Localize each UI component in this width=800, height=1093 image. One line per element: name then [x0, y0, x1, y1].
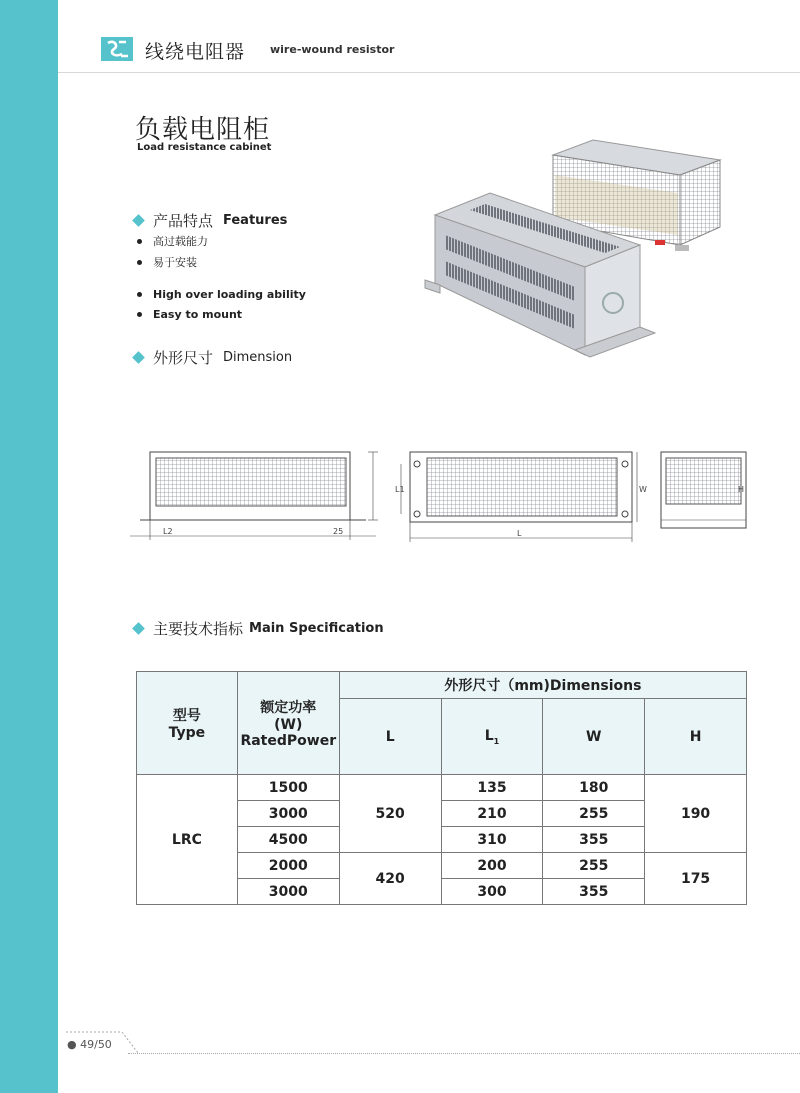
cell-h: 175: [645, 853, 747, 905]
cell-w: 255: [543, 801, 645, 827]
header-w: W: [543, 699, 645, 775]
bullet-dot-icon: [137, 292, 142, 297]
feature-item-cn-2: [137, 254, 197, 270]
dim-label-l: L: [517, 529, 522, 538]
cell-power: 3000: [237, 879, 339, 905]
header-type-en: Type: [168, 725, 206, 741]
dimension-drawing-end: [658, 448, 750, 548]
cell-power: 3000: [237, 801, 339, 827]
dim-label-l1: L1: [395, 485, 405, 494]
dimension-drawing-side: [395, 448, 645, 548]
bullet-dot-icon: [137, 239, 142, 244]
diamond-bullet-icon: [132, 214, 145, 227]
header-title-cn: 线绕电阻器: [145, 41, 246, 63]
cell-power: 4500: [237, 827, 339, 853]
cell-power: 1500: [237, 775, 339, 801]
dimension-drawing-front: [128, 448, 378, 548]
header-title-en: wire-wound resistor: [270, 43, 395, 56]
cell-l1: 210: [441, 801, 543, 827]
feature-text: High over loading ability: [153, 288, 306, 301]
cell-w: 180: [543, 775, 645, 801]
feature-item-en-2: [137, 308, 242, 321]
header-l: L: [339, 699, 441, 775]
product-photo: [425, 135, 725, 380]
feature-text: Easy to mount: [153, 308, 243, 321]
spec-heading: [134, 618, 384, 639]
table-header-row: [137, 672, 747, 699]
cell-l: 420: [339, 853, 441, 905]
header-power-cn: 额定功率: [260, 700, 317, 716]
cell-w: 355: [543, 879, 645, 905]
dim-label-l2: L2: [163, 527, 173, 536]
header-l1-main: L: [484, 727, 494, 744]
dimension-heading: [134, 347, 292, 368]
page-number: ● 49/50: [67, 1038, 112, 1051]
feature-text: 易于安装: [153, 256, 197, 269]
diamond-bullet-icon: [132, 351, 145, 364]
header-power-en: RatedPower: [240, 733, 337, 749]
dim-label-w: W: [639, 485, 647, 494]
cell-l1: 200: [441, 853, 543, 879]
bullet-dot-icon: [137, 260, 142, 265]
cell-type: LRC: [137, 775, 238, 905]
accent-sidebar: [0, 0, 58, 1093]
product-title-cn: 负载电阻柜: [135, 115, 271, 145]
header-type-cn: 型号: [172, 708, 201, 724]
spec-table: [136, 671, 747, 905]
table-row: [137, 775, 747, 801]
dimension-heading-cn: 外形尺寸: [153, 349, 214, 367]
cell-w: 355: [543, 827, 645, 853]
dim-label-h: H: [738, 485, 745, 494]
cell-l1: 135: [441, 775, 543, 801]
page-number-text: 49/50: [80, 1038, 112, 1051]
header-type: [137, 672, 238, 775]
cell-l1: 310: [441, 827, 543, 853]
cell-l1: 300: [441, 879, 543, 905]
header-l1: [441, 699, 543, 775]
footer-divider: [128, 1053, 800, 1054]
header-l1-sub: 1: [493, 736, 500, 746]
cell-h: 190: [645, 775, 747, 853]
diamond-bullet-icon: [132, 622, 145, 635]
cell-power: 2000: [237, 853, 339, 879]
features-heading-cn: 产品特点: [153, 212, 214, 230]
header-dims-group: 外形尺寸（mm)Dimensions: [339, 672, 746, 699]
bullet-dot-icon: [137, 312, 142, 317]
spec-heading-cn: 主要技术指标: [153, 620, 244, 638]
header-divider: [58, 72, 800, 73]
cell-l: 520: [339, 775, 441, 853]
header-h: H: [645, 699, 747, 775]
features-heading-en: Features: [223, 213, 288, 228]
feature-item-en-1: [137, 288, 306, 301]
feature-text: 高过载能力: [153, 235, 208, 248]
dimension-heading-en: Dimension: [223, 350, 293, 365]
header-power-unit: (W): [274, 717, 303, 733]
spec-heading-en: Main Specification: [249, 621, 384, 636]
cell-w: 255: [543, 853, 645, 879]
header-power: [237, 672, 339, 775]
product-title-en: Load resistance cabinet: [137, 142, 272, 153]
dim-label-offset: 25: [333, 527, 344, 536]
features-heading: [134, 210, 287, 231]
feature-item-cn-1: [137, 233, 208, 249]
brand-logo-icon: [101, 37, 133, 61]
